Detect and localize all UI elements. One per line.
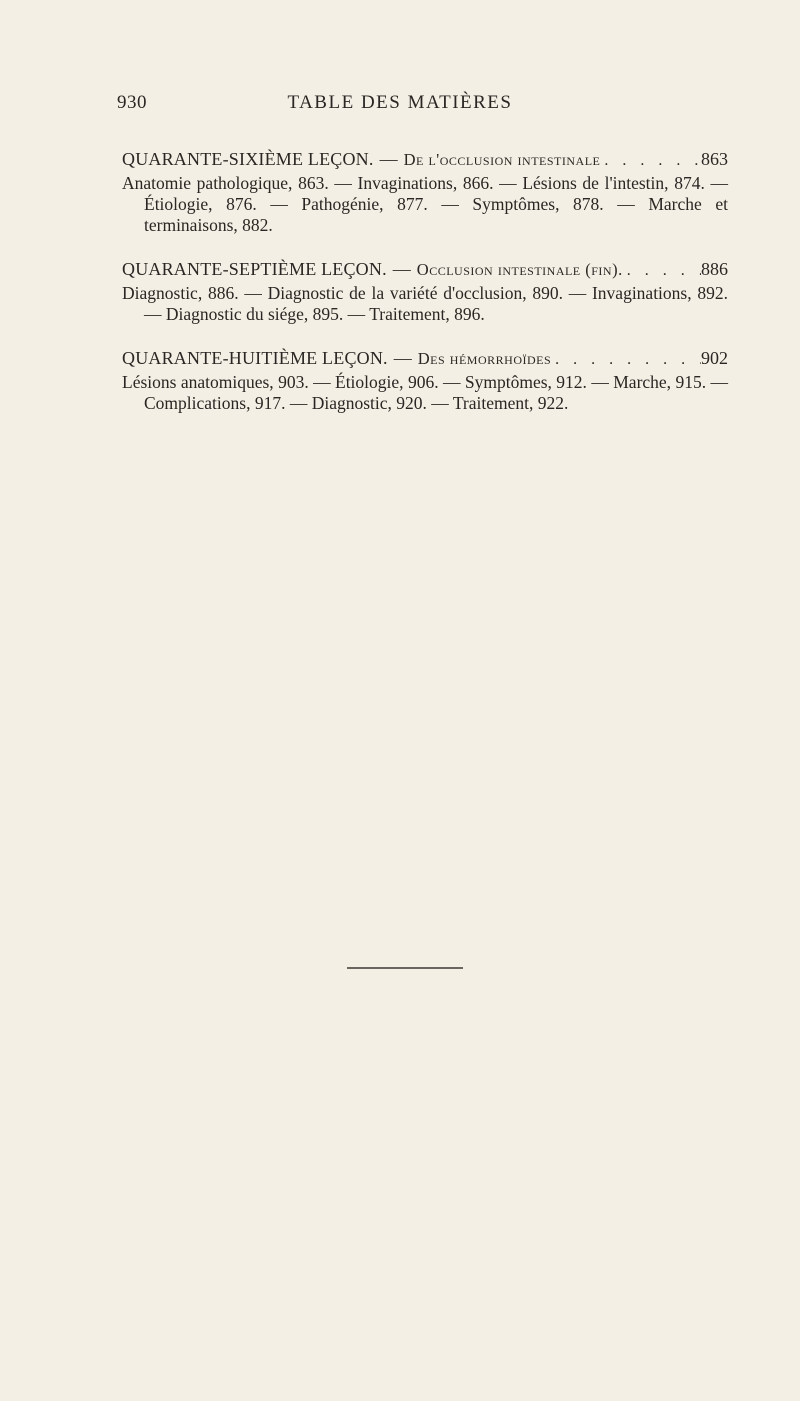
toc-entry-body: Diagnostic, 886. — Diagnostic de la variété d'occlusion, 890. — Invaginations, 892. — Diagnostic du siége, 895. — Traitement, 896. xyxy=(122,283,728,324)
dash-separator: — xyxy=(379,149,398,169)
page-reference: 886 xyxy=(701,259,728,279)
dot-leader xyxy=(600,150,701,172)
lecon-label: QUARANTE-SIXIÈME LEÇON. xyxy=(122,149,374,169)
page-reference: 863 xyxy=(701,149,728,169)
toc-entry xyxy=(122,148,728,236)
end-rule xyxy=(347,967,463,969)
toc-entry-body: Lésions anatomiques, 903. — Étiologie, 906. — Symptômes, 912. — Marche, 915. — Complications, 917. — Diagnostic, 920. — Traitement, 922. xyxy=(122,372,728,413)
lecon-subject: Occlusion intestinale (fin). xyxy=(416,260,623,279)
toc-entry-heading xyxy=(122,258,728,282)
lecon-subject: De l'occlusion intestinale xyxy=(403,150,601,169)
toc-entry-heading xyxy=(122,347,728,371)
dot-leader xyxy=(551,349,701,371)
dash-separator: — xyxy=(392,259,411,279)
page-number: 930 xyxy=(117,92,147,113)
page-header xyxy=(0,92,800,132)
table-of-contents xyxy=(122,148,728,436)
lecon-label: QUARANTE-SEPTIÈME LEÇON. xyxy=(122,259,387,279)
running-title: TABLE DES MATIÈRES xyxy=(287,92,513,113)
toc-entry-heading xyxy=(122,148,728,172)
lecon-subject: Des hémorrhoïdes xyxy=(417,349,552,368)
lecon-label: QUARANTE-HUITIÈME LEÇON. xyxy=(122,348,388,368)
toc-entry xyxy=(122,258,728,325)
dash-separator: — xyxy=(393,348,412,368)
page-reference: 902 xyxy=(701,348,728,368)
toc-entry xyxy=(122,347,728,414)
dot-leader xyxy=(623,260,701,282)
toc-entry-body: Anatomie pathologique, 863. — Invaginations, 866. — Lésions de l'intestin, 874. — Étiologie, 876. — Pathogénie, 877. — Symptômes, 878. — Marche et terminaisons, 882. xyxy=(122,173,728,235)
